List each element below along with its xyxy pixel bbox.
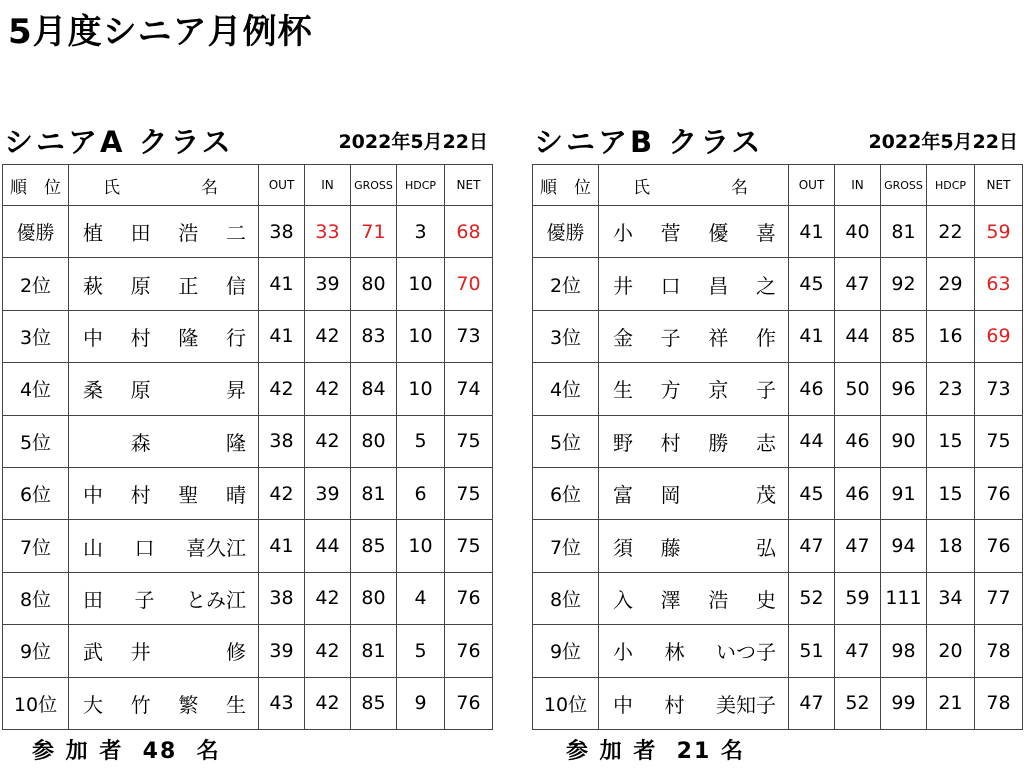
name-part: 浩 bbox=[708, 587, 729, 612]
header-net: NET bbox=[975, 165, 1023, 206]
name-part: 之 bbox=[755, 273, 776, 298]
hdcp-score-cell: 34 bbox=[927, 572, 975, 624]
hdcp-score-cell: 10 bbox=[397, 258, 445, 310]
hdcp-score-cell: 9 bbox=[397, 677, 445, 729]
name-part: 史 bbox=[755, 587, 776, 612]
in-score-cell: 59 bbox=[835, 572, 881, 624]
player-name-cell bbox=[69, 572, 259, 624]
rank-cell: 3位 bbox=[3, 310, 69, 362]
name-part: 口 bbox=[134, 535, 155, 560]
hdcp-score-cell: 16 bbox=[927, 310, 975, 362]
out-score-cell: 38 bbox=[259, 206, 305, 258]
hdcp-score-cell: 15 bbox=[927, 467, 975, 519]
table-row bbox=[533, 677, 1023, 729]
out-score-cell: 41 bbox=[259, 258, 305, 310]
gross-score-cell: 80 bbox=[351, 258, 397, 310]
class-b-results-table bbox=[532, 164, 1023, 730]
net-score-cell: 59 bbox=[975, 206, 1023, 258]
out-score-cell: 41 bbox=[259, 520, 305, 572]
rank-cell: 8位 bbox=[3, 572, 69, 624]
name-part: 小 bbox=[613, 640, 633, 665]
header-rank: 順 位 bbox=[3, 165, 69, 206]
net-score-cell: 77 bbox=[975, 572, 1023, 624]
rank-cell: 優勝 bbox=[533, 206, 599, 258]
name-part bbox=[178, 374, 198, 403]
hdcp-score-cell: 5 bbox=[397, 625, 445, 677]
gross-score-cell: 71 bbox=[351, 206, 397, 258]
rank-cell: 5位 bbox=[533, 415, 599, 467]
player-name-cell bbox=[69, 520, 259, 572]
name-part: 優 bbox=[708, 221, 729, 246]
header-net: NET bbox=[445, 165, 493, 206]
gross-score-cell: 90 bbox=[881, 415, 927, 467]
name-part: 祥 bbox=[708, 325, 729, 350]
name-part bbox=[708, 532, 728, 561]
table-row bbox=[533, 363, 1023, 415]
player-name-cell bbox=[69, 677, 259, 729]
name-part: 口 bbox=[660, 273, 681, 298]
name-part: 桑 bbox=[83, 378, 103, 403]
name-part: 村 bbox=[130, 483, 151, 508]
in-score-cell: 52 bbox=[835, 677, 881, 729]
hdcp-score-cell: 22 bbox=[927, 206, 975, 258]
gross-score-cell: 81 bbox=[351, 625, 397, 677]
player-name-cell bbox=[69, 206, 259, 258]
out-score-cell: 45 bbox=[789, 258, 835, 310]
name-part: 美知子 bbox=[716, 692, 776, 717]
name-part: 村 bbox=[130, 325, 151, 350]
in-score-cell: 47 bbox=[835, 520, 881, 572]
player-name-cell bbox=[599, 625, 789, 677]
gross-score-cell: 83 bbox=[351, 310, 397, 362]
in-score-cell: 46 bbox=[835, 415, 881, 467]
out-score-cell: 45 bbox=[789, 467, 835, 519]
name-part bbox=[178, 636, 198, 665]
out-score-cell: 42 bbox=[259, 363, 305, 415]
player-name-cell bbox=[599, 677, 789, 729]
header-hdcp: HDCP bbox=[927, 165, 975, 206]
name-part: 田 bbox=[83, 587, 103, 612]
name-part: 菅 bbox=[660, 221, 681, 246]
net-score-cell: 63 bbox=[975, 258, 1023, 310]
name-part: 繁 bbox=[178, 692, 199, 717]
out-score-cell: 43 bbox=[259, 677, 305, 729]
player-name-cell bbox=[599, 363, 789, 415]
name-part bbox=[708, 479, 728, 508]
in-score-cell: 42 bbox=[305, 310, 351, 362]
in-score-cell: 39 bbox=[305, 258, 351, 310]
name-part: 勝 bbox=[708, 430, 729, 455]
rank-cell: 4位 bbox=[533, 363, 599, 415]
net-score-cell: 76 bbox=[445, 572, 493, 624]
in-score-cell: 33 bbox=[305, 206, 351, 258]
in-score-cell: 47 bbox=[835, 258, 881, 310]
player-name-cell bbox=[599, 415, 789, 467]
header-gross: GROSS bbox=[881, 165, 927, 206]
hdcp-score-cell: 20 bbox=[927, 625, 975, 677]
out-score-cell: 47 bbox=[789, 520, 835, 572]
header-out: OUT bbox=[789, 165, 835, 206]
hdcp-score-cell: 18 bbox=[927, 520, 975, 572]
table-row bbox=[3, 310, 493, 362]
out-score-cell: 46 bbox=[789, 363, 835, 415]
table-row bbox=[3, 572, 493, 624]
name-part: 生 bbox=[613, 378, 633, 403]
name-part: 昌 bbox=[708, 273, 729, 298]
gross-score-cell: 98 bbox=[881, 625, 927, 677]
name-part: 志 bbox=[755, 430, 776, 455]
header-in: IN bbox=[835, 165, 881, 206]
name-part: 作 bbox=[755, 325, 776, 350]
in-score-cell: 40 bbox=[835, 206, 881, 258]
name-part: 信 bbox=[225, 273, 246, 298]
rank-cell: 4位 bbox=[3, 363, 69, 415]
out-score-cell: 44 bbox=[789, 415, 835, 467]
name-part: 村 bbox=[664, 692, 685, 717]
net-score-cell: 75 bbox=[975, 415, 1023, 467]
name-part: 富 bbox=[613, 483, 633, 508]
in-score-cell: 42 bbox=[305, 625, 351, 677]
player-name-cell bbox=[599, 572, 789, 624]
name-part: 子 bbox=[755, 378, 776, 403]
net-score-cell: 76 bbox=[445, 677, 493, 729]
net-score-cell: 78 bbox=[975, 625, 1023, 677]
in-score-cell: 42 bbox=[305, 677, 351, 729]
name-part: 弘 bbox=[755, 535, 776, 560]
class-b-title: シニアB クラス bbox=[534, 125, 764, 159]
rank-cell: 2位 bbox=[533, 258, 599, 310]
net-score-cell: 70 bbox=[445, 258, 493, 310]
class-a-title: シニアA クラス bbox=[4, 125, 234, 159]
name-part: 森 bbox=[130, 430, 151, 455]
name-part: 隆 bbox=[178, 325, 199, 350]
in-score-cell: 42 bbox=[305, 363, 351, 415]
name-part: 晴 bbox=[225, 483, 246, 508]
name-part: 生 bbox=[225, 692, 246, 717]
gross-score-cell: 85 bbox=[881, 310, 927, 362]
table-row bbox=[3, 363, 493, 415]
header-hdcp: HDCP bbox=[397, 165, 445, 206]
header-name: 氏 名 bbox=[599, 165, 789, 206]
class-a-results-table bbox=[2, 164, 493, 730]
rank-cell: 10位 bbox=[3, 677, 69, 729]
name-part: 小 bbox=[613, 221, 633, 246]
net-score-cell: 78 bbox=[975, 677, 1023, 729]
class-a-participants: 参 加 者 48 名 bbox=[32, 739, 221, 764]
player-name-cell bbox=[69, 415, 259, 467]
table-row bbox=[533, 258, 1023, 310]
name-part: 中 bbox=[83, 483, 103, 508]
name-part: 須 bbox=[613, 535, 633, 560]
out-score-cell: 41 bbox=[789, 206, 835, 258]
table-header-row bbox=[3, 165, 493, 206]
in-score-cell: 44 bbox=[835, 310, 881, 362]
hdcp-score-cell: 10 bbox=[397, 520, 445, 572]
player-name-cell bbox=[69, 467, 259, 519]
hdcp-score-cell: 5 bbox=[397, 415, 445, 467]
name-part: 中 bbox=[83, 325, 103, 350]
net-score-cell: 73 bbox=[975, 363, 1023, 415]
class-b-participants: 参 加 者 21 名 bbox=[566, 739, 745, 764]
player-name-cell bbox=[69, 310, 259, 362]
hdcp-score-cell: 6 bbox=[397, 467, 445, 519]
name-part: 昇 bbox=[225, 378, 246, 403]
rank-cell: 9位 bbox=[3, 625, 69, 677]
out-score-cell: 38 bbox=[259, 572, 305, 624]
name-part: 行 bbox=[225, 325, 246, 350]
hdcp-score-cell: 21 bbox=[927, 677, 975, 729]
name-part: 武 bbox=[83, 640, 103, 665]
name-part: 井 bbox=[613, 273, 633, 298]
name-part: 京 bbox=[708, 378, 729, 403]
name-part: 隆 bbox=[225, 430, 246, 455]
in-score-cell: 46 bbox=[835, 467, 881, 519]
net-score-cell: 75 bbox=[445, 520, 493, 572]
table-row bbox=[533, 625, 1023, 677]
net-score-cell: 75 bbox=[445, 415, 493, 467]
name-part: 村 bbox=[660, 430, 681, 455]
table-row bbox=[533, 206, 1023, 258]
class-b-date: 2022年5月22日 bbox=[868, 131, 1018, 153]
name-part: 正 bbox=[178, 273, 199, 298]
table-row bbox=[3, 258, 493, 310]
player-name-cell bbox=[69, 625, 259, 677]
gross-score-cell: 84 bbox=[351, 363, 397, 415]
hdcp-score-cell: 10 bbox=[397, 310, 445, 362]
hdcp-score-cell: 10 bbox=[397, 363, 445, 415]
name-part: 岡 bbox=[660, 483, 681, 508]
header-out: OUT bbox=[259, 165, 305, 206]
page-title: 5月度シニア月例杯 bbox=[8, 12, 313, 52]
rank-cell: 6位 bbox=[3, 467, 69, 519]
gross-score-cell: 81 bbox=[351, 467, 397, 519]
table-row bbox=[3, 625, 493, 677]
in-score-cell: 50 bbox=[835, 363, 881, 415]
name-part: 子 bbox=[134, 587, 155, 612]
name-part: 修 bbox=[225, 640, 246, 665]
hdcp-score-cell: 15 bbox=[927, 415, 975, 467]
header-in: IN bbox=[305, 165, 351, 206]
table-row bbox=[3, 677, 493, 729]
out-score-cell: 47 bbox=[789, 677, 835, 729]
name-part bbox=[178, 427, 198, 456]
table-header-row bbox=[533, 165, 1023, 206]
gross-score-cell: 85 bbox=[351, 677, 397, 729]
name-part bbox=[83, 427, 103, 456]
rank-cell: 5位 bbox=[3, 415, 69, 467]
name-part: 植 bbox=[83, 221, 103, 246]
name-part: 原 bbox=[130, 273, 151, 298]
player-name-cell bbox=[69, 258, 259, 310]
name-part: 野 bbox=[613, 430, 633, 455]
out-score-cell: 42 bbox=[259, 467, 305, 519]
net-score-cell: 75 bbox=[445, 467, 493, 519]
table-row bbox=[533, 572, 1023, 624]
out-score-cell: 38 bbox=[259, 415, 305, 467]
out-score-cell: 52 bbox=[789, 572, 835, 624]
name-part: 大 bbox=[83, 692, 103, 717]
name-part: 山 bbox=[83, 535, 103, 560]
rank-cell: 優勝 bbox=[3, 206, 69, 258]
out-score-cell: 39 bbox=[259, 625, 305, 677]
name-part: 二 bbox=[225, 221, 246, 246]
name-part: 澤 bbox=[660, 587, 681, 612]
name-part: 林 bbox=[664, 640, 685, 665]
gross-score-cell: 111 bbox=[881, 572, 927, 624]
net-score-cell: 74 bbox=[445, 363, 493, 415]
player-name-cell bbox=[599, 467, 789, 519]
gross-score-cell: 80 bbox=[351, 572, 397, 624]
name-part: 藤 bbox=[660, 535, 681, 560]
header-rank: 順 位 bbox=[533, 165, 599, 206]
out-score-cell: 41 bbox=[789, 310, 835, 362]
gross-score-cell: 92 bbox=[881, 258, 927, 310]
table-row bbox=[533, 467, 1023, 519]
gross-score-cell: 81 bbox=[881, 206, 927, 258]
name-part: 竹 bbox=[130, 692, 151, 717]
name-part: いつ子 bbox=[716, 640, 776, 665]
name-part: 中 bbox=[613, 692, 633, 717]
name-part: 喜久江 bbox=[186, 535, 246, 560]
in-score-cell: 44 bbox=[305, 520, 351, 572]
player-name-cell bbox=[599, 206, 789, 258]
name-part: 原 bbox=[130, 378, 151, 403]
net-score-cell: 69 bbox=[975, 310, 1023, 362]
gross-score-cell: 80 bbox=[351, 415, 397, 467]
net-score-cell: 76 bbox=[975, 520, 1023, 572]
in-score-cell: 47 bbox=[835, 625, 881, 677]
name-part: 浩 bbox=[178, 221, 199, 246]
name-part: 茂 bbox=[755, 483, 776, 508]
rank-cell: 6位 bbox=[533, 467, 599, 519]
table-row bbox=[3, 520, 493, 572]
header-name: 氏 名 bbox=[69, 165, 259, 206]
hdcp-score-cell: 4 bbox=[397, 572, 445, 624]
table-row bbox=[533, 310, 1023, 362]
name-part: とみ江 bbox=[186, 587, 246, 612]
rank-cell: 10位 bbox=[533, 677, 599, 729]
player-name-cell bbox=[599, 520, 789, 572]
table-row bbox=[533, 520, 1023, 572]
name-part: 子 bbox=[660, 325, 681, 350]
net-score-cell: 73 bbox=[445, 310, 493, 362]
out-score-cell: 41 bbox=[259, 310, 305, 362]
net-score-cell: 76 bbox=[445, 625, 493, 677]
name-part: 入 bbox=[613, 587, 633, 612]
hdcp-score-cell: 29 bbox=[927, 258, 975, 310]
rank-cell: 2位 bbox=[3, 258, 69, 310]
gross-score-cell: 91 bbox=[881, 467, 927, 519]
gross-score-cell: 85 bbox=[351, 520, 397, 572]
net-score-cell: 76 bbox=[975, 467, 1023, 519]
name-part: 金 bbox=[613, 325, 633, 350]
gross-score-cell: 99 bbox=[881, 677, 927, 729]
name-part: 田 bbox=[130, 221, 151, 246]
player-name-cell bbox=[599, 310, 789, 362]
player-name-cell bbox=[599, 258, 789, 310]
name-part: 喜 bbox=[755, 221, 776, 246]
name-part: 萩 bbox=[83, 273, 103, 298]
in-score-cell: 42 bbox=[305, 415, 351, 467]
rank-cell: 7位 bbox=[533, 520, 599, 572]
player-name-cell bbox=[69, 363, 259, 415]
out-score-cell: 51 bbox=[789, 625, 835, 677]
name-part: 方 bbox=[660, 378, 681, 403]
in-score-cell: 42 bbox=[305, 572, 351, 624]
class-a-date: 2022年5月22日 bbox=[338, 131, 488, 153]
rank-cell: 8位 bbox=[533, 572, 599, 624]
name-part: 聖 bbox=[178, 483, 199, 508]
gross-score-cell: 94 bbox=[881, 520, 927, 572]
hdcp-score-cell: 23 bbox=[927, 363, 975, 415]
table-row bbox=[3, 467, 493, 519]
net-score-cell: 68 bbox=[445, 206, 493, 258]
header-gross: GROSS bbox=[351, 165, 397, 206]
gross-score-cell: 96 bbox=[881, 363, 927, 415]
rank-cell: 7位 bbox=[3, 520, 69, 572]
name-part: 井 bbox=[130, 640, 151, 665]
table-row bbox=[3, 415, 493, 467]
hdcp-score-cell: 3 bbox=[397, 206, 445, 258]
in-score-cell: 39 bbox=[305, 467, 351, 519]
rank-cell: 9位 bbox=[533, 625, 599, 677]
table-row bbox=[3, 206, 493, 258]
table-row bbox=[533, 415, 1023, 467]
rank-cell: 3位 bbox=[533, 310, 599, 362]
